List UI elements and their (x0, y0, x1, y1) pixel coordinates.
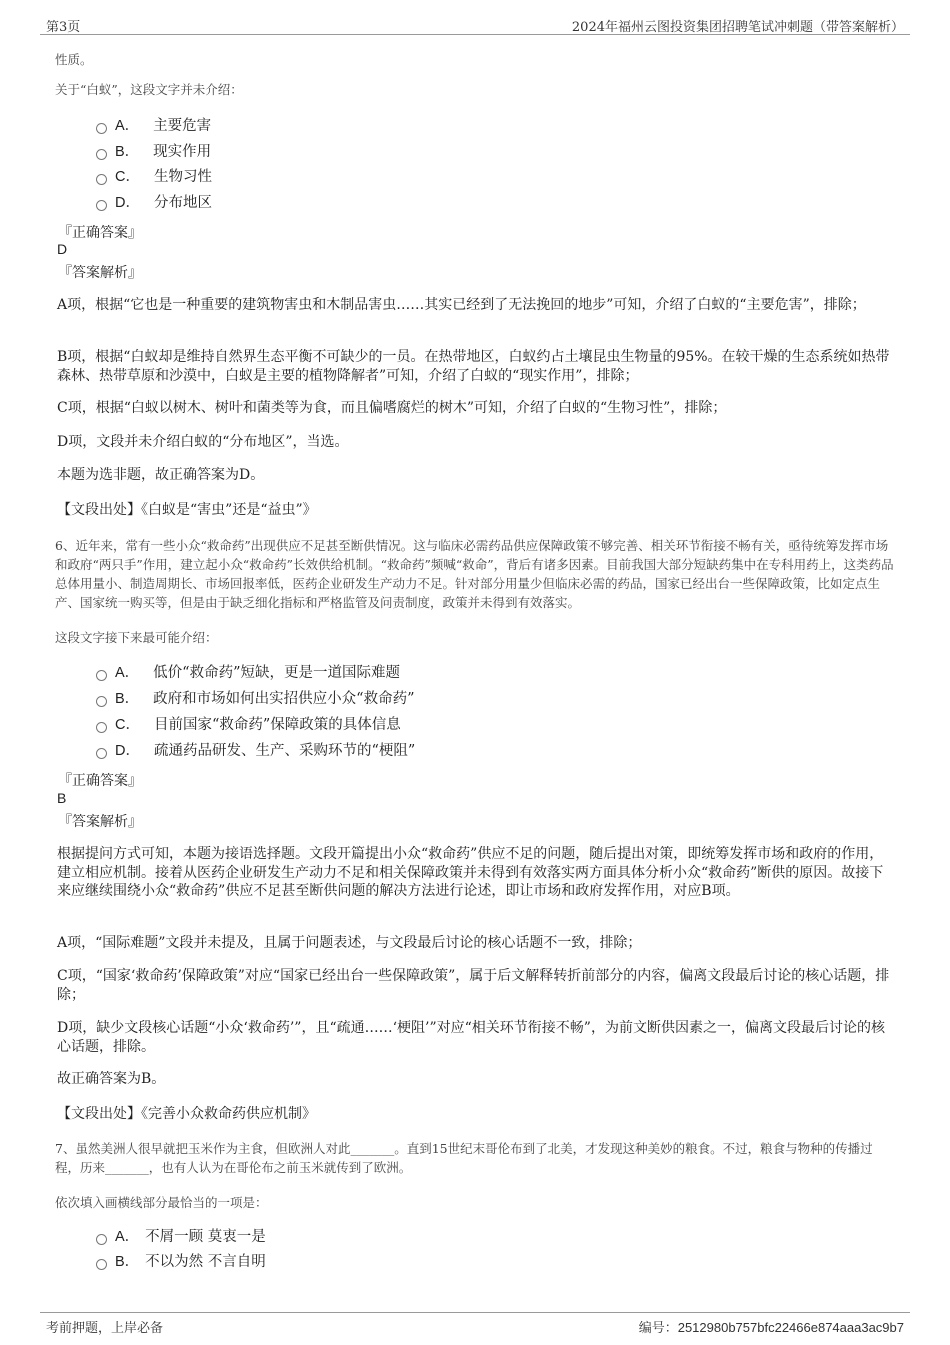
q6-answer: B (57, 790, 67, 806)
radio-button[interactable] (96, 174, 107, 185)
q6-option-a[interactable] (96, 662, 400, 684)
radio-button[interactable] (96, 200, 107, 211)
q6-analysis-c: C项，“国家‘救命药’保障政策”对应“国家已经出台一些保障政策”，属于后文解释转折前部分的内容，偏离文段最后讨论的核心话题，排除； (57, 968, 890, 1003)
option-text: 疏通药品研发、生产、采购环节的“梗阻” (153, 743, 416, 759)
option-text: 现实作用 (153, 144, 212, 160)
q5-option-c[interactable] (96, 166, 212, 188)
option-text: 低价“救命药”短缺，更是一道国际难题 (153, 665, 400, 681)
q5-analysis-b: B项，根据“白蚁却是维持自然界生态平衡不可缺少的一员。在热带地区，白蚁约占土壤昆虫生物量的95%。在较干燥的生态系统如热带森林、热带草原和沙漠中，白蚁是主要的植物降解者”可知，介绍了白蚁的“现实作用”，排除； (57, 349, 890, 384)
page-footer (40, 1312, 910, 1339)
code-value: 2512980b757bfc22466e874aaa3ac9b7 (677, 1320, 904, 1335)
q5-analysis-label: 『答案解析』 (58, 265, 142, 281)
q5-stem-tail: 性质。 (55, 52, 93, 67)
radio-button[interactable] (96, 123, 107, 134)
radio-button[interactable] (96, 1259, 107, 1270)
radio-button[interactable] (96, 722, 107, 733)
option-text: 不以为然 不言自明 (145, 1254, 266, 1270)
option-letter: C． (115, 717, 140, 733)
q7-option-b[interactable] (96, 1251, 266, 1273)
radio-button[interactable] (96, 670, 107, 681)
q6-analysis-d: D项，缺少文段核心话题“小众‘救命药’”，且“疏通……‘梗阻’”对应“相关环节衔接不畅”，为前文断供因素之一，偏离文段最后讨论的核心话题，排除。 (57, 1020, 885, 1055)
q5-option-a[interactable] (96, 115, 211, 137)
q7-question: 依次填入画横线部分最恰当的一项是： (55, 1195, 268, 1210)
option-text: 不屑一顾 莫衷一是 (145, 1229, 266, 1245)
q5-conclusion: 本题为选非题，故正确答案为D。 (57, 467, 265, 483)
q6-conclusion: 故正确答案为B。 (57, 1071, 166, 1087)
option-text: 目前国家“救命药”保障政策的具体信息 (153, 717, 401, 733)
footer-slogan: 考前押题，上岸必备 (46, 1321, 164, 1336)
q6-answer-label: 『正确答案』 (58, 773, 142, 789)
q6-source: 【文段出处】《完善小众救命药供应机制》 (57, 1106, 316, 1122)
q6-option-b[interactable] (96, 688, 415, 710)
option-text: 生物习性 (153, 169, 212, 185)
radio-button[interactable] (96, 748, 107, 759)
q5-analysis-c: C项，根据“白蚁以树木、树叶和菌类等为食，而且偏嗜腐烂的树木”可知，介绍了白蚁的“生物习性”，排除； (57, 400, 727, 416)
radio-button[interactable] (96, 1234, 107, 1245)
radio-button[interactable] (96, 149, 107, 160)
option-letter: A． (115, 118, 140, 134)
document-title: 2024年福州云图投资集团招聘笔试冲刺题（带答案解析） (571, 20, 904, 35)
q6-stem: 6、近年来，常有一些小众“救命药”出现供应不足甚至断供情况。这与临床必需药品供应保障政策不够完善、相关环节衔接不畅有关，亟待统筹发挥市场和政府“两只手”作用，建立起小众“救命药”长效供给机制。“救命药”频喊“救命”，背后有诸多因素。目前我国大部分短缺药集中在专科用药上，这类药品总体用量小、制造周期长、市场回报率低，医药企业研发生产动力不足。针对部分用量少但临床必需的药品，国家已经出台一些保障政策，比如定点生产、国家统一购买等，但是由于缺乏细化指标和严格监管及问责制度，政策并未得到有效落实。 (55, 538, 894, 610)
radio-button[interactable] (96, 696, 107, 707)
q5-analysis-a: A项，根据“它也是一种重要的建筑物害虫和木制品害虫……其实已经到了无法挽回的地步”可知，介绍了白蚁的“主要危害”，排除； (57, 297, 866, 313)
code-label: 编号： (638, 1321, 678, 1336)
q5-answer-label: 『正确答案』 (58, 225, 142, 241)
option-letter: D． (115, 743, 140, 759)
option-letter: A． (115, 665, 140, 681)
q5-option-d[interactable] (96, 192, 212, 214)
option-letter: D． (115, 195, 140, 211)
option-letter: A． (115, 1229, 140, 1245)
page-number: 第3页 (46, 20, 81, 35)
option-letter: C． (115, 169, 140, 185)
q6-analysis-main: 根据提问方式可知，本题为接语选择题。文段开篇提出小众“救命药”供应不足的问题，随后提出对策，即统筹发挥市场和政府的作用，建立相应机制。接着从医药企业研发生产动力不足和相关保障政策并未得到有效落实两方面具体分析小众“救命药”断供的原因。故接下来应继续围绕小众“救命药”供应不足甚至断供问题的解决方法进行论述，即让市场和政府发挥作用，对应B项。 (57, 846, 884, 899)
option-letter: B． (115, 691, 140, 707)
page-header (40, 14, 910, 35)
q5-question: 关于“白蚁”，这段文字并未介绍： (55, 82, 243, 97)
q6-option-c[interactable] (96, 714, 401, 736)
q5-source: 【文段出处】《白蚁是“害虫”还是“益虫”》 (57, 502, 317, 518)
option-text: 分布地区 (153, 195, 212, 211)
option-text: 政府和市场如何出实招供应小众“救命药” (153, 691, 415, 707)
q6-analysis-a: A项，“国际难题”文段并未提及，且属于问题表述，与文段最后讨论的核心话题不一致，排除； (57, 935, 642, 951)
q6-analysis-label: 『答案解析』 (58, 814, 142, 830)
document-code (639, 1317, 904, 1336)
q5-analysis-d: D项，文段并未介绍白蚁的“分布地区”，当选。 (57, 434, 349, 450)
q7-option-a[interactable] (96, 1226, 266, 1248)
option-letter: B． (115, 1254, 140, 1270)
q5-option-b[interactable] (96, 141, 211, 163)
q7-stem: 7、虽然美洲人很早就把玉米作为主食，但欧洲人对此_______。直到15世纪末哥伦布到了北美，才发现这种美妙的粮食。不过，粮食与物种的传播过程，历来_______，也有人认为在哥伦布之前玉米就传到了欧洲。 (55, 1141, 873, 1175)
q5-answer: D (57, 241, 68, 257)
q6-question: 这段文字接下来最可能介绍： (55, 630, 218, 645)
option-letter: B． (115, 144, 140, 160)
q6-option-d[interactable] (96, 740, 415, 762)
option-text: 主要危害 (153, 118, 212, 134)
